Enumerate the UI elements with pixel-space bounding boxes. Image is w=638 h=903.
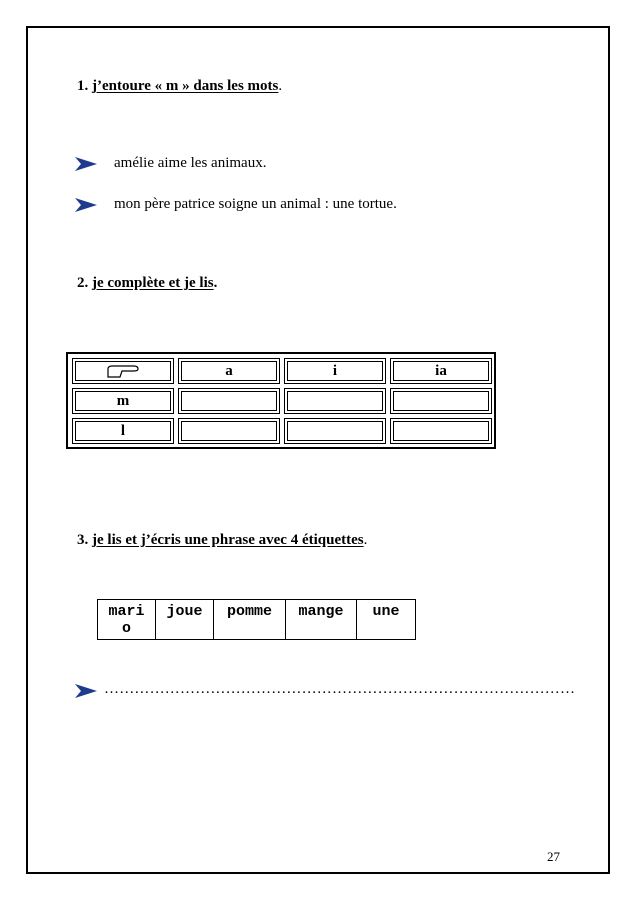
arrow-bullet-icon — [75, 684, 97, 698]
table-header-cell — [178, 358, 280, 384]
exercise-1-number: 1. — [77, 78, 89, 94]
word-label: mange — [286, 600, 357, 640]
header-ia: ia — [435, 362, 447, 379]
row-label-l: l — [120, 422, 126, 439]
table-row-label — [72, 388, 174, 414]
arrow-bullet-icon — [75, 198, 97, 212]
exercise-3-instruction: je lis et j’écris une phrase avec 4 étiquettes — [92, 532, 364, 548]
sentence-1: amélie aime les animaux. — [114, 155, 267, 171]
table-header-cell — [72, 358, 174, 384]
exercise-3-punct: . — [363, 532, 368, 548]
page-number: 27 — [547, 849, 560, 864]
header-i: i — [332, 362, 338, 379]
table-row-label — [72, 418, 174, 444]
word-labels-table — [97, 599, 416, 640]
exercise-2-instruction: je complète et je lis — [92, 275, 214, 291]
table-blank-cell[interactable] — [178, 418, 280, 444]
exercise-3-number: 3. — [77, 532, 89, 548]
exercise-2-punct: . — [213, 275, 218, 291]
table-blank-cell[interactable] — [178, 388, 280, 414]
table-blank-cell[interactable] — [284, 418, 386, 444]
answer-line[interactable]: ………………………………………………………………………………… — [104, 681, 576, 697]
word-label: joue — [156, 600, 214, 640]
page-border — [26, 26, 610, 874]
arrow-bullet-icon — [75, 157, 97, 171]
exercise-3-title — [77, 532, 367, 549]
table-header-cell — [284, 358, 386, 384]
exercise-1-punct: . — [278, 78, 283, 94]
exercise-2-title — [77, 275, 217, 292]
row-label-m: m — [116, 392, 130, 409]
bullet-item-2 — [75, 196, 397, 213]
table-blank-cell[interactable] — [284, 388, 386, 414]
word-label: pomme — [214, 600, 286, 640]
exercise-1-instruction: j’entoure « m » dans les mots — [92, 78, 279, 94]
bullet-item-1 — [75, 155, 266, 172]
table-blank-cell[interactable] — [390, 418, 492, 444]
header-a: a — [225, 362, 233, 379]
word-label: mari o — [98, 600, 156, 640]
table-blank-cell[interactable] — [390, 388, 492, 414]
table-header-cell — [390, 358, 492, 384]
pointing-hand-icon — [106, 363, 140, 379]
word-label: une — [357, 600, 416, 640]
exercise-2-number: 2. — [77, 275, 89, 291]
sentence-2: mon père patrice soigne un animal : une tortue. — [114, 196, 397, 212]
exercise-1-title — [77, 78, 282, 95]
syllable-table — [66, 352, 496, 449]
